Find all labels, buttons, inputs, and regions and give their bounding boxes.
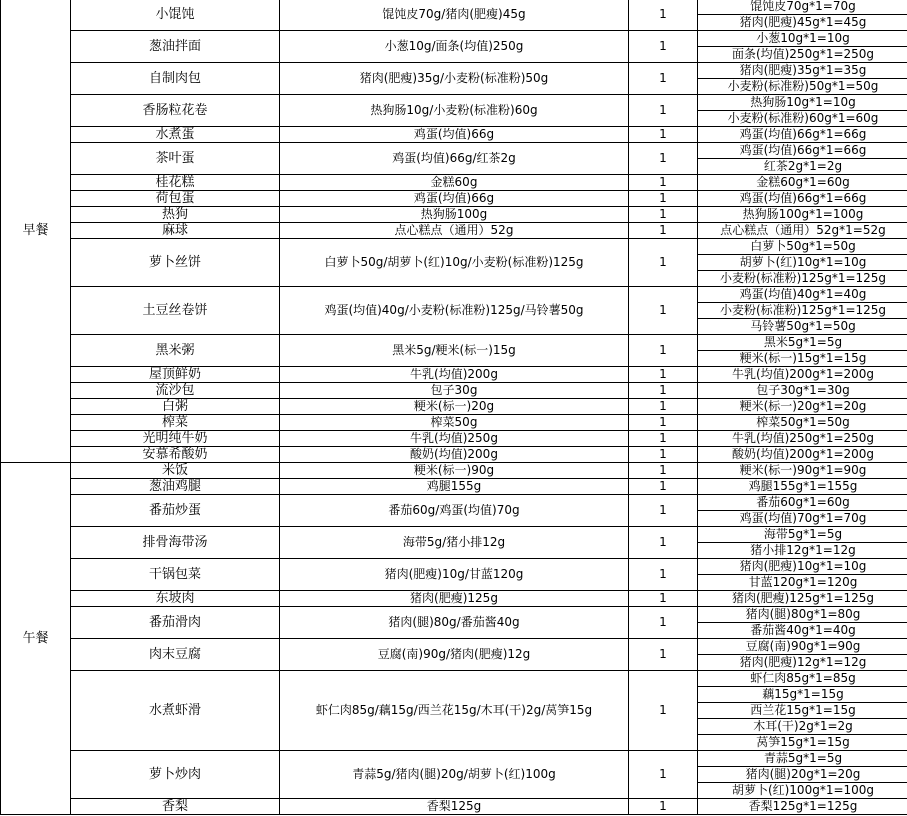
quantity-cell: 1 xyxy=(629,639,698,671)
calculation-cell: 青蒜5g*1=5g xyxy=(698,751,907,767)
quantity-cell: 1 xyxy=(629,335,698,367)
dish-name-cell: 安慕希酸奶 xyxy=(71,447,280,463)
quantity-cell: 1 xyxy=(629,223,698,239)
dish-name-cell: 萝卜丝饼 xyxy=(71,239,280,287)
calculation-cell: 馄饨皮70g*1=70g xyxy=(698,0,907,15)
table-row xyxy=(1,127,907,143)
dish-name-cell: 荷包蛋 xyxy=(71,191,280,207)
quantity-cell: 1 xyxy=(629,447,698,463)
calculation-cell: 粳米(标一)90g*1=90g xyxy=(698,463,907,479)
calculation-cell: 热狗肠100g*1=100g xyxy=(698,207,907,223)
dish-name-cell: 番茄炒蛋 xyxy=(71,495,280,527)
ingredients-cell: 猪肉(肥瘦)125g xyxy=(280,591,629,607)
ingredients-cell: 粳米(标一)90g xyxy=(280,463,629,479)
table-row xyxy=(1,607,907,623)
table-row xyxy=(1,383,907,399)
calculation-cell: 马铃薯50g*1=50g xyxy=(698,319,907,335)
dish-name-cell: 萝卜炒肉 xyxy=(71,751,280,799)
dish-name-cell: 热狗 xyxy=(71,207,280,223)
calculation-cell: 小麦粉(标准粉)60g*1=60g xyxy=(698,111,907,127)
ingredients-cell: 牛乳(均值)250g xyxy=(280,431,629,447)
quantity-cell: 1 xyxy=(629,143,698,175)
calculation-cell: 西兰花15g*1=15g xyxy=(698,703,907,719)
ingredients-cell: 金糕60g xyxy=(280,175,629,191)
quantity-cell: 1 xyxy=(629,127,698,143)
calculation-cell: 小麦粉(标准粉)125g*1=125g xyxy=(698,303,907,319)
ingredients-cell: 猪肉(腿)80g/番茄酱40g xyxy=(280,607,629,639)
quantity-cell: 1 xyxy=(629,207,698,223)
dish-name-cell: 屋顶鲜奶 xyxy=(71,367,280,383)
table-row xyxy=(1,447,907,463)
calculation-cell: 小葱10g*1=10g xyxy=(698,31,907,47)
table-row xyxy=(1,399,907,415)
quantity-cell: 1 xyxy=(629,31,698,63)
calculation-cell: 藕15g*1=15g xyxy=(698,687,907,703)
dish-name-cell: 香梨 xyxy=(71,799,280,815)
calculation-cell: 猪肉(肥瘦)12g*1=12g xyxy=(698,655,907,671)
quantity-cell: 1 xyxy=(629,0,698,31)
ingredients-cell: 豆腐(南)90g/猪肉(肥瘦)12g xyxy=(280,639,629,671)
dish-name-cell: 小馄饨 xyxy=(71,0,280,31)
calculation-cell: 金糕60g*1=60g xyxy=(698,175,907,191)
dish-name-cell: 番茄滑肉 xyxy=(71,607,280,639)
calculation-cell: 猪小排12g*1=12g xyxy=(698,543,907,559)
dish-name-cell: 水煮虾滑 xyxy=(71,671,280,751)
ingredients-cell: 榨菜50g xyxy=(280,415,629,431)
table-row xyxy=(1,287,907,303)
ingredients-cell: 鸡蛋(均值)66g xyxy=(280,127,629,143)
table-row xyxy=(1,415,907,431)
calculation-cell: 点心糕点（通用）52g*1=52g xyxy=(698,223,907,239)
dish-name-cell: 黑米粥 xyxy=(71,335,280,367)
meal-name-cell: 午餐 xyxy=(1,463,71,815)
quantity-cell: 1 xyxy=(629,495,698,527)
ingredients-cell: 香梨125g xyxy=(280,799,629,815)
ingredients-cell: 牛乳(均值)200g xyxy=(280,367,629,383)
table-row xyxy=(1,95,907,111)
ingredients-cell: 海带5g/猪小排12g xyxy=(280,527,629,559)
quantity-cell: 1 xyxy=(629,191,698,207)
calculation-cell: 莴笋15g*1=15g xyxy=(698,735,907,751)
calculation-cell: 胡萝卜(红)100g*1=100g xyxy=(698,783,907,799)
quantity-cell: 1 xyxy=(629,95,698,127)
table-row xyxy=(1,527,907,543)
quantity-cell: 1 xyxy=(629,63,698,95)
dish-name-cell: 麻球 xyxy=(71,223,280,239)
calculation-cell: 猪肉(肥瘦)10g*1=10g xyxy=(698,559,907,575)
calculation-cell: 榨菜50g*1=50g xyxy=(698,415,907,431)
calculation-cell: 鸡蛋(均值)66g*1=66g xyxy=(698,191,907,207)
calculation-cell: 白萝卜50g*1=50g xyxy=(698,239,907,255)
quantity-cell: 1 xyxy=(629,671,698,751)
ingredients-cell: 小葱10g/面条(均值)250g xyxy=(280,31,629,63)
dish-name-cell: 桂花糕 xyxy=(71,175,280,191)
table-row xyxy=(1,591,907,607)
dish-name-cell: 香肠粒花卷 xyxy=(71,95,280,127)
dish-name-cell: 米饭 xyxy=(71,463,280,479)
dish-name-cell: 水煮蛋 xyxy=(71,127,280,143)
table-row xyxy=(1,559,907,575)
table-row xyxy=(1,239,907,255)
calculation-cell: 胡萝卜(红)10g*1=10g xyxy=(698,255,907,271)
ingredients-cell: 粳米(标一)20g xyxy=(280,399,629,415)
calculation-cell: 猪肉(肥瘦)125g*1=125g xyxy=(698,591,907,607)
calculation-cell: 鸡蛋(均值)70g*1=70g xyxy=(698,511,907,527)
calculation-cell: 黑米5g*1=5g xyxy=(698,335,907,351)
calculation-cell: 木耳(干)2g*1=2g xyxy=(698,719,907,735)
quantity-cell: 1 xyxy=(629,175,698,191)
ingredients-cell: 包子30g xyxy=(280,383,629,399)
calculation-cell: 番茄酱40g*1=40g xyxy=(698,623,907,639)
calculation-cell: 海带5g*1=5g xyxy=(698,527,907,543)
dish-name-cell: 自制肉包 xyxy=(71,63,280,95)
table-row xyxy=(1,223,907,239)
table-row xyxy=(1,63,907,79)
calculation-cell: 包子30g*1=30g xyxy=(698,383,907,399)
dish-name-cell: 葱油拌面 xyxy=(71,31,280,63)
dish-name-cell: 土豆丝卷饼 xyxy=(71,287,280,335)
calculation-cell: 热狗肠10g*1=10g xyxy=(698,95,907,111)
table-row xyxy=(1,799,907,815)
quantity-cell: 1 xyxy=(629,287,698,335)
ingredients-cell: 猪肉(肥瘦)35g/小麦粉(标准粉)50g xyxy=(280,63,629,95)
quantity-cell: 1 xyxy=(629,383,698,399)
ingredients-cell: 白萝卜50g/胡萝卜(红)10g/小麦粉(标准粉)125g xyxy=(280,239,629,287)
ingredients-cell: 猪肉(肥瘦)10g/甘蓝120g xyxy=(280,559,629,591)
ingredients-cell: 点心糕点（通用）52g xyxy=(280,223,629,239)
table-row xyxy=(1,31,907,47)
dish-name-cell: 流沙包 xyxy=(71,383,280,399)
calculation-cell: 猪肉(腿)20g*1=20g xyxy=(698,767,907,783)
dish-name-cell: 光明纯牛奶 xyxy=(71,431,280,447)
calculation-cell: 酸奶(均值)200g*1=200g xyxy=(698,447,907,463)
calculation-cell: 小麦粉(标准粉)125g*1=125g xyxy=(698,271,907,287)
table-row xyxy=(1,431,907,447)
calculation-cell: 鸡蛋(均值)66g*1=66g xyxy=(698,143,907,159)
table-row xyxy=(1,671,907,687)
table-row xyxy=(1,463,907,479)
meal-name-cell: 早餐 xyxy=(1,0,71,463)
dish-name-cell: 排骨海带汤 xyxy=(71,527,280,559)
calculation-cell: 小麦粉(标准粉)50g*1=50g xyxy=(698,79,907,95)
calculation-cell: 鸡蛋(均值)66g*1=66g xyxy=(698,127,907,143)
calculation-cell: 牛乳(均值)200g*1=200g xyxy=(698,367,907,383)
calculation-cell: 番茄60g*1=60g xyxy=(698,495,907,511)
calculation-cell: 猪肉(肥瘦)45g*1=45g xyxy=(698,15,907,31)
quantity-cell: 1 xyxy=(629,415,698,431)
quantity-cell: 1 xyxy=(629,479,698,495)
ingredients-cell: 鸡蛋(均值)66g/红茶2g xyxy=(280,143,629,175)
dish-name-cell: 干锅包菜 xyxy=(71,559,280,591)
calculation-cell: 虾仁肉85g*1=85g xyxy=(698,671,907,687)
dish-name-cell: 榨菜 xyxy=(71,415,280,431)
table-row xyxy=(1,0,907,15)
quantity-cell: 1 xyxy=(629,607,698,639)
quantity-cell: 1 xyxy=(629,751,698,799)
dish-name-cell: 茶叶蛋 xyxy=(71,143,280,175)
calculation-cell: 鸡腿155g*1=155g xyxy=(698,479,907,495)
menu-table-body xyxy=(1,0,907,815)
dish-name-cell: 葱油鸡腿 xyxy=(71,479,280,495)
ingredients-cell: 酸奶(均值)200g xyxy=(280,447,629,463)
ingredients-cell: 番茄60g/鸡蛋(均值)70g xyxy=(280,495,629,527)
ingredients-cell: 热狗肠10g/小麦粉(标准粉)60g xyxy=(280,95,629,127)
calculation-cell: 香梨125g*1=125g xyxy=(698,799,907,815)
calculation-cell: 鸡蛋(均值)40g*1=40g xyxy=(698,287,907,303)
calculation-cell: 红茶2g*1=2g xyxy=(698,159,907,175)
calculation-cell: 面条(均值)250g*1=250g xyxy=(698,47,907,63)
calculation-cell: 猪肉(肥瘦)35g*1=35g xyxy=(698,63,907,79)
calculation-cell: 牛乳(均值)250g*1=250g xyxy=(698,431,907,447)
quantity-cell: 1 xyxy=(629,527,698,559)
calculation-cell: 粳米(标一)15g*1=15g xyxy=(698,351,907,367)
quantity-cell: 1 xyxy=(629,799,698,815)
dish-name-cell: 东坡肉 xyxy=(71,591,280,607)
ingredients-cell: 热狗肠100g xyxy=(280,207,629,223)
quantity-cell: 1 xyxy=(629,591,698,607)
calculation-cell: 甘蓝120g*1=120g xyxy=(698,575,907,591)
quantity-cell: 1 xyxy=(629,367,698,383)
ingredients-cell: 鸡腿155g xyxy=(280,479,629,495)
table-row xyxy=(1,367,907,383)
table-row xyxy=(1,495,907,511)
ingredients-cell: 鸡蛋(均值)40g/小麦粉(标准粉)125g/马铃薯50g xyxy=(280,287,629,335)
dish-name-cell: 白粥 xyxy=(71,399,280,415)
dish-name-cell: 肉末豆腐 xyxy=(71,639,280,671)
table-row xyxy=(1,207,907,223)
table-row xyxy=(1,335,907,351)
table-row xyxy=(1,191,907,207)
table-row xyxy=(1,639,907,655)
ingredients-cell: 黑米5g/粳米(标一)15g xyxy=(280,335,629,367)
quantity-cell: 1 xyxy=(629,559,698,591)
ingredients-cell: 虾仁肉85g/藕15g/西兰花15g/木耳(干)2g/莴笋15g xyxy=(280,671,629,751)
table-row xyxy=(1,751,907,767)
quantity-cell: 1 xyxy=(629,431,698,447)
table-row xyxy=(1,479,907,495)
quantity-cell: 1 xyxy=(629,399,698,415)
calculation-cell: 猪肉(腿)80g*1=80g xyxy=(698,607,907,623)
calculation-cell: 豆腐(南)90g*1=90g xyxy=(698,639,907,655)
quantity-cell: 1 xyxy=(629,239,698,287)
quantity-cell: 1 xyxy=(629,463,698,479)
ingredients-cell: 馄饨皮70g/猪肉(肥瘦)45g xyxy=(280,0,629,31)
table-row xyxy=(1,143,907,159)
table-row xyxy=(1,175,907,191)
ingredients-cell: 鸡蛋(均值)66g xyxy=(280,191,629,207)
calculation-cell: 粳米(标一)20g*1=20g xyxy=(698,399,907,415)
ingredients-cell: 青蒜5g/猪肉(腿)20g/胡萝卜(红)100g xyxy=(280,751,629,799)
